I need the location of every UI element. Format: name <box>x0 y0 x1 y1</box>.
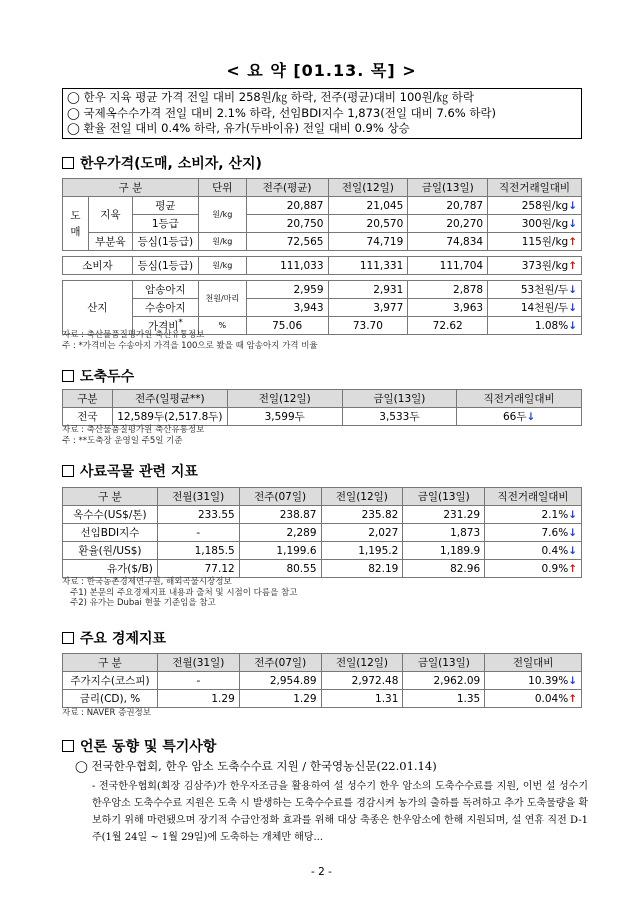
feed-grain-table <box>62 487 582 578</box>
table-row: 환율(원/US$) 1,185.5 1,199.6 1,195.2 1,189.9 0.4%↓ <box>63 542 582 560</box>
slaughter-table <box>62 389 582 426</box>
up-arrow-icon: ↑ <box>568 692 577 705</box>
table-header-row: 구 분 전월(31일) 전주(07일) 전일(12일) 금일(13일) 직전거래일대비 <box>63 488 582 506</box>
section-heading-slaughter: 도축두수 <box>62 366 134 386</box>
source-note: 자료 : NAVER 증권정보 <box>62 708 151 718</box>
up-arrow-icon: ↑ <box>568 260 577 272</box>
up-arrow-icon: ↑ <box>568 562 577 575</box>
table-row: 도 매 지육 평균 원/kg 20,887 21,045 20,787 258원/kg↓ <box>63 197 582 215</box>
down-arrow-icon: ↓ <box>568 284 577 296</box>
section-heading-hanwoo: 한우가격(도매, 소비자, 산지) <box>62 153 262 173</box>
down-arrow-icon: ↓ <box>568 302 577 314</box>
economy-table <box>62 653 582 708</box>
section-heading-news: 언론 동향 및 특기사항 <box>62 736 216 756</box>
table-row: 1등급 20,750 20,570 20,270 300원/kg↓ <box>63 215 582 233</box>
table-row: 선임BDI지수 - 2,289 2,027 1,873 7.6%↓ <box>63 524 582 542</box>
down-arrow-icon: ↓ <box>526 411 536 423</box>
source-note: 자료 : 축산물품질평가원 축산유통정보 주 : **도축장 운영일 주5일 기준 <box>62 425 205 446</box>
checkbox-square-icon <box>62 632 74 644</box>
source-note: 자료 : 축산물품질평가원 축산유통정보 주 : *가격비는 수송아지 가격을 100으로 봤을 때 암송아지 가격 비율 <box>62 330 318 351</box>
table-row: 가격비* % 75.06 73.70 72.62 1.08%↓ <box>63 317 582 335</box>
table-row: 수송아지 3,943 3,977 3,963 14천원/두↓ <box>63 299 582 317</box>
down-arrow-icon: ↓ <box>568 526 577 539</box>
table-row: 소비자 등심(1등급) 원/kg 111,033 111,331 111,704 373원/kg↑ <box>63 257 582 275</box>
down-arrow-icon: ↓ <box>568 508 577 521</box>
down-arrow-icon: ↓ <box>568 674 577 687</box>
summary-box <box>62 88 582 139</box>
news-title: ◯ 전국한우협회, 한우 암소 도축수수료 지원 / 한국영농신문(22.01.14) <box>75 759 437 773</box>
news-body: - 전국한우협회(회장 김삼주)가 한우자조금을 활용하여 설 성수기 한우 암소의 도축수수료를 지원, 이번 설 성수기 한우암소 도축수수료 지원은 도축 시 발생하는 도축수수료를 경감시켜 농가의 출하를 독려하고 추가 도축물량을 확보하기 위해 마련됐으며 장기적 수급안정화 효과를 위해 대상 축종은 한우암소에 한해 지원되며, 설 연휴 직전 D-1주(1월 24일 ~ 1월 29일)에 도축하는 개체만 해당... <box>92 781 588 843</box>
checkbox-square-icon <box>62 740 74 752</box>
up-arrow-icon: ↑ <box>568 236 577 248</box>
section-heading-economy: 주요 경제지표 <box>62 628 166 648</box>
page-title: < 요 약 [01.13. 목] > <box>226 61 417 80</box>
down-arrow-icon: ↓ <box>568 544 577 557</box>
table-header-row: 구 분 전월(31일) 전주(07일) 전일(12일) 금일(13일) 전일대비 <box>63 654 582 672</box>
table-row: 옥수수(US$/톤) 233.55 238.87 235.82 231.29 2.1%↓ <box>63 506 582 524</box>
section-heading-feed: 사료곡물 관련 지표 <box>62 461 198 481</box>
table-row: 산지 암송아지 천원/마리 2,959 2,931 2,878 53천원/두↓ <box>63 281 582 299</box>
checkbox-square-icon <box>62 157 74 169</box>
table-row: 부분육 등심(1등급) 원/kg 72,565 74,719 74,834 115원/kg↑ <box>63 233 582 251</box>
checkbox-square-icon <box>62 370 74 382</box>
table-header-row: 구 분 단위 전주(평균) 전일(12일) 금일(13일) 직전거래일대비 <box>63 179 582 197</box>
summary-line: ◯ 환율 전일 대비 0.4% 하락, 유가(두바이유) 전일 대비 0.9% 상승 <box>67 121 410 135</box>
source-note: 자료 : 한국농촌경제연구원, 해외곡물시장정보 주1) 본문의 주요경제지표 내용과 출처 및 시점이 다름을 참고 주2) 유가는 Dubai 현물 기준임을 참고 <box>62 577 298 608</box>
summary-line: ◯ 한우 지육 평균 가격 전일 대비 258원/㎏ 하락, 전주(평균)대비 100원/㎏ 하락 <box>67 90 474 104</box>
table-row: 금리(CD), % 1.29 1.29 1.31 1.35 0.04%↑ <box>63 690 582 708</box>
table-row: 전국 12,589두(2,517.8두) 3,599두 3,533두 66두↓ <box>63 408 582 426</box>
down-arrow-icon: ↓ <box>568 319 577 332</box>
table-row: 유가($/B) 77.12 80.55 82.19 82.96 0.9%↑ <box>63 560 582 578</box>
down-arrow-icon: ↓ <box>568 218 577 230</box>
summary-line: ◯ 국제옥수수가격 전일 대비 2.1% 하락, 선임BDI지수 1,873(전일 대비 7.6% 하락) <box>67 105 497 120</box>
checkbox-square-icon <box>62 465 74 477</box>
page-number: - 2 - <box>311 866 332 878</box>
table-row: 주가지수(코스피) - 2,954.89 2,972.48 2,962.09 10.39%↓ <box>63 672 582 690</box>
table-header-row: 구분 전주(일평균**) 전일(12일) 금일(13일) 직전거래일대비 <box>63 390 582 408</box>
down-arrow-icon: ↓ <box>568 200 577 212</box>
hanwoo-price-table <box>62 178 582 335</box>
